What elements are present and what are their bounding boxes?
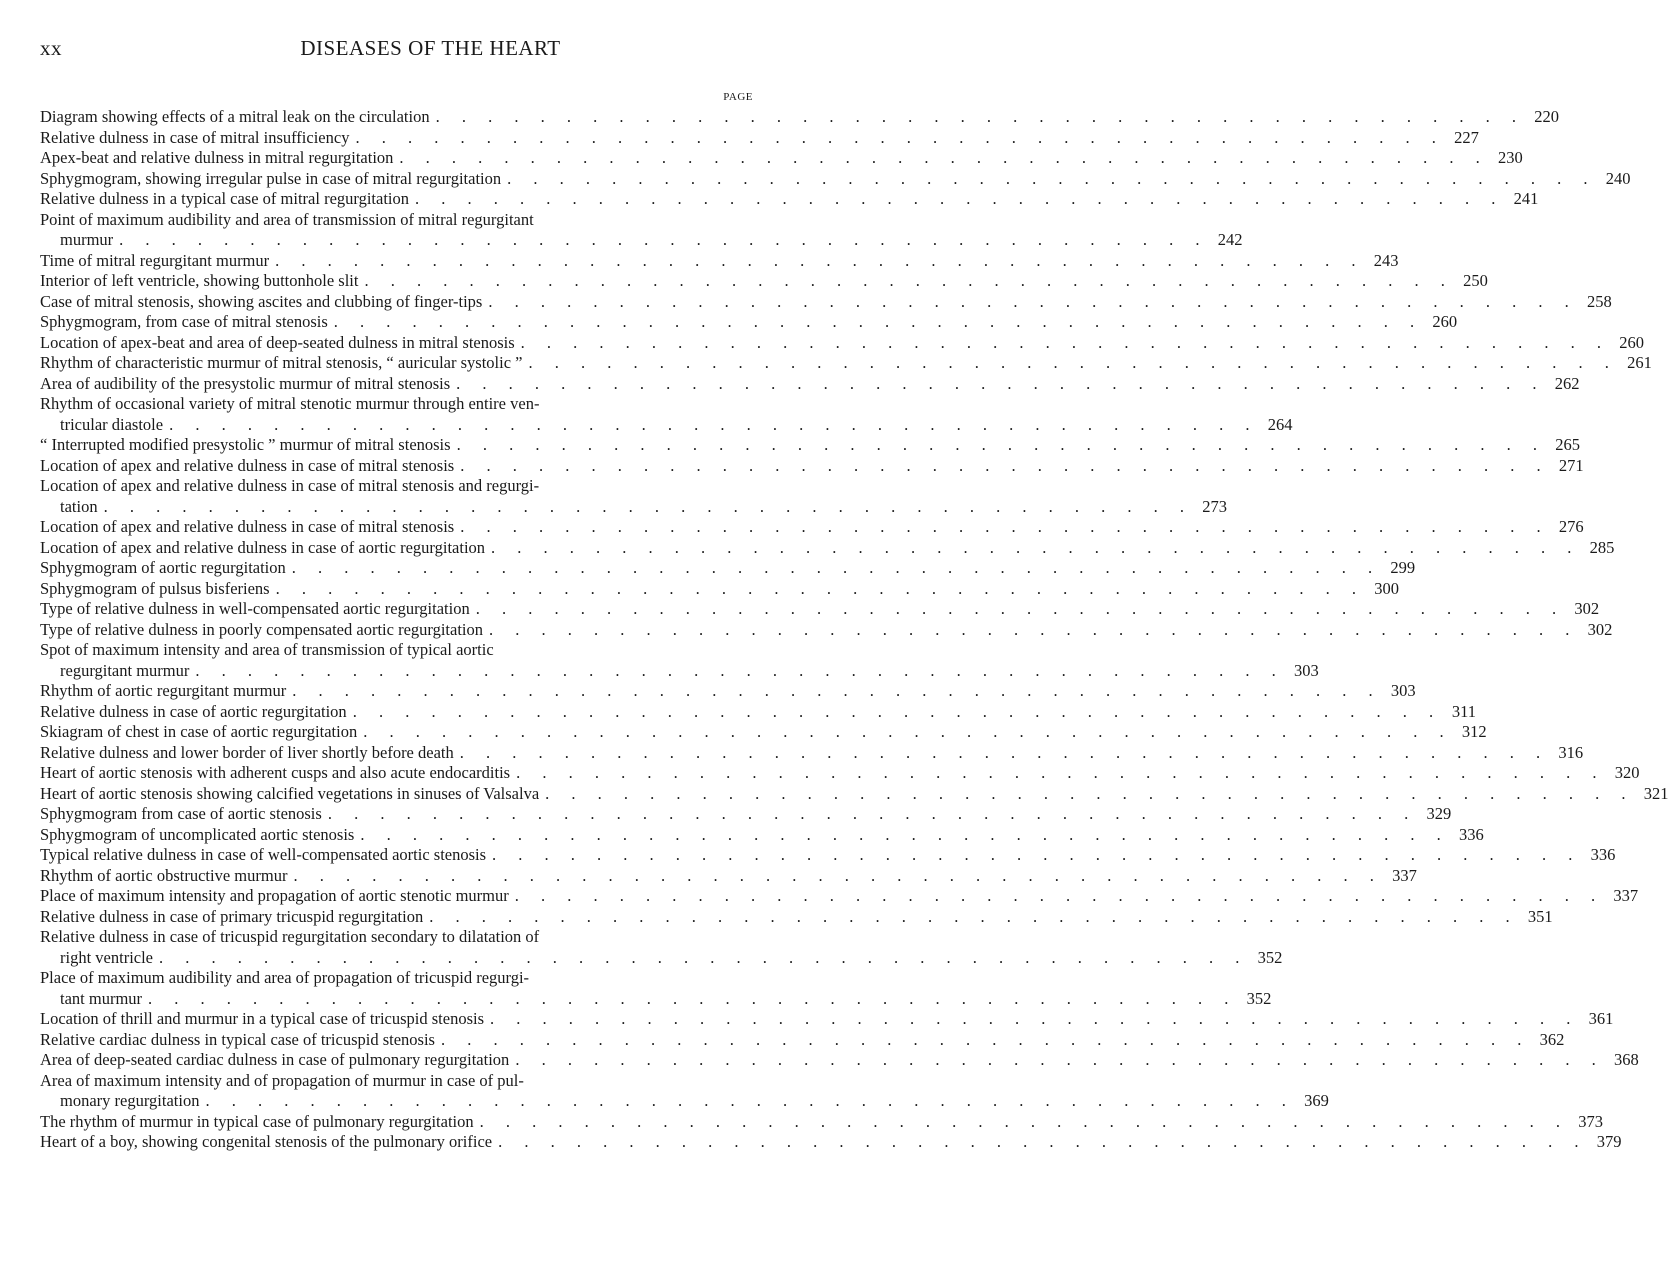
list-item [40, 763, 1640, 784]
list-item [40, 701, 1477, 723]
list-item-continuation [40, 230, 1243, 251]
dot-leader: . . . . . . . . . . . . . . . . . . . . . . . . . . . . . . . . . . . . . . . . . . [415, 189, 1505, 208]
list-item [40, 906, 1553, 928]
dot-leader: . . . . . . . . . . . . . . . . . . . . . . . . . . . . . . . . . . . . . . . . . . [456, 373, 1546, 393]
list-item [40, 148, 1523, 169]
list-item [40, 107, 1559, 128]
dot-leader: . . . . . . . . . . . . . . . . . . . . . . . . . . . . . . . . . . . . . . . . . . [275, 250, 1365, 270]
entry-title: The rhythm of murmur in typical case of pulmonary regurgitation [40, 1111, 474, 1131]
dot-leader: . . . . . . . . . . . . . . . . . . . . . . . . . . . . . . . . . . . . . . . . . . [103, 496, 1193, 516]
page-number: 320 [1614, 763, 1640, 782]
entry-title: Relative dulness in a typical case of mitral regurgitation [40, 189, 410, 208]
entry-title: Time of mitral regurgitant murmur [40, 250, 270, 270]
list-item [40, 927, 752, 948]
list-item [40, 783, 1669, 805]
page-number: 316 [1558, 742, 1584, 762]
dot-leader: . . . . . . . . . . . . . . . . . . . . . . . . . . . . . . . . . . . . . . . . . . [491, 537, 1581, 557]
entry-title: Location of apex and relative dulness in case of mitral stenosis [40, 517, 455, 536]
entry-title: Point of maximum audibility and area of transmission of mitral regurgitant [40, 209, 534, 229]
page-column-label: PAGE [723, 91, 753, 103]
entry-title: tation [60, 496, 98, 516]
list-item-continuation [40, 496, 1227, 518]
page-number: 276 [1558, 517, 1584, 536]
list-item [40, 476, 752, 497]
list-item [40, 1132, 1622, 1153]
page-number: 242 [1217, 230, 1243, 249]
entry-title: Rhythm of aortic obstructive murmur [40, 865, 288, 885]
page-number: 261 [1627, 353, 1652, 372]
page-folio: xx [40, 36, 62, 60]
dot-leader: . . . . . . . . . . . . . . . . . . . . . . . . . . . . . . . . . . . . . . . . . . [195, 660, 1285, 680]
dot-leader: . . . . . . . . . . . . . . . . . . . . . . . . . . . . . . . . . . . . . . . . . . [352, 701, 1443, 721]
list-item-continuation [40, 988, 1272, 1010]
dot-leader: . . . . . . . . . . . . . . . . . . . . . . . . . . . . . . . . . . . . . . . . . . [479, 1111, 1569, 1131]
list-item [40, 435, 1580, 456]
page-number: 271 [1558, 455, 1584, 475]
dot-leader: . . . . . . . . . . . . . . . . . . . . . . . . . . . . . . . . . . . . . . . . . . [291, 558, 1382, 577]
list-item [40, 578, 1399, 600]
list-item [40, 968, 752, 989]
dot-leader: . . . . . . . . . . . . . . . . . . . . . . . . . . . . . . . . . . . . . . . . . . [355, 127, 1445, 147]
dot-leader: . . . . . . . . . . . . . . . . . . . . . . . . . . . . . . . . . . . . . . . . . . [363, 722, 1453, 741]
entry-title: Sphygmogram, from case of mitral stenosis [40, 312, 328, 331]
list-item [40, 1050, 1639, 1071]
entry-title: Heart of aortic stenosis with adherent cusps and also acute endocarditis [40, 763, 511, 782]
list-item [40, 1029, 1565, 1051]
dot-leader: . . . . . . . . . . . . . . . . . . . . . . . . . . . . . . . . . . . . . . . . . . [490, 1009, 1580, 1028]
entry-title: Location of apex-beat and area of deep-seated dulness in mitral stenosis [40, 332, 515, 352]
entry-title: Sphygmogram of pulsus bisferiens [40, 578, 270, 598]
entry-title: Relative dulness in case of primary tricuspid regurgitation [40, 906, 424, 926]
page-number: 352 [1246, 988, 1272, 1008]
page-number: 303 [1390, 681, 1416, 700]
list-item [40, 168, 1631, 190]
page-number: 262 [1554, 373, 1580, 393]
page-number: 241 [1513, 189, 1539, 208]
entry-title: tant murmur [60, 988, 143, 1008]
list-item [40, 312, 1458, 333]
page-number: 302 [1574, 599, 1600, 618]
page-number: 243 [1373, 250, 1399, 270]
page-number: 337 [1392, 865, 1417, 885]
dot-leader: . . . . . . . . . . . . . . . . . . . . . . . . . . . . . . . . . . . . . . . . . . [292, 681, 1382, 700]
page-number: 220 [1534, 107, 1559, 126]
entry-title: Sphygmogram of aortic regurgitation [40, 558, 286, 577]
dot-leader: . . . . . . . . . . . . . . . . . . . . . . . . . . . . . . . . . . . . . . . . . . [169, 414, 1259, 434]
page-number: 299 [1390, 558, 1416, 577]
dot-leader: . . . . . . . . . . . . . . . . . . . . . . . . . . . . . . . . . . . . . . . . . . [475, 599, 1566, 618]
entry-title: Rhythm of aortic regurgitant murmur [40, 681, 287, 700]
list-item [40, 537, 1615, 559]
entry-title: “ Interrupted modified presystolic ” murmur of mitral stenosis [40, 435, 451, 454]
dot-leader: . . . . . . . . . . . . . . . . . . . . . . . . . . . . . . . . . . . . . . . . . . [515, 1050, 1605, 1069]
dot-leader: . . . . . . . . . . . . . . . . . . . . . . . . . . . . . . . . . . . . . . . . . . [507, 168, 1597, 188]
dot-leader: . . . . . . . . . . . . . . . . . . . . . . . . . . . . . . . . . . . . . . . . . . [333, 312, 1424, 331]
entry-title: Sphygmogram from case of aortic stenosis [40, 804, 322, 823]
entry-title: monary regurgitation [60, 1091, 200, 1110]
page-number: 260 [1432, 312, 1458, 331]
list-item [40, 681, 1416, 702]
list-item [40, 394, 752, 415]
list-item [40, 722, 1487, 743]
list-item [40, 127, 1479, 149]
page-number: 379 [1596, 1132, 1622, 1151]
entry-title: Relative cardiac dulness in typical case of tricuspid stenosis [40, 1029, 435, 1049]
page-number: 336 [1458, 824, 1484, 844]
entry-title: right ventricle [60, 947, 154, 967]
dot-leader: . . . . . . . . . . . . . . . . . . . . . . . . . . . . . . . . . . . . . . . . . . [489, 619, 1579, 639]
list-item [40, 455, 1584, 477]
dot-leader: . . . . . . . . . . . . . . . . . . . . . . . . . . . . . . . . . . . . . . . . . . [429, 906, 1519, 926]
page-number: 303 [1294, 660, 1319, 680]
entry-title: Skiagram of chest in case of aortic regurgitation [40, 722, 358, 741]
list-item [40, 332, 1645, 354]
dot-leader: . . . . . . . . . . . . . . . . . . . . . . . . . . . . . . . . . . . . . . . . . . [498, 1132, 1588, 1151]
page-number: 265 [1555, 435, 1580, 454]
page-number: 302 [1587, 619, 1613, 639]
page-number: 321 [1643, 783, 1669, 803]
dot-leader: . . . . . . . . . . . . . . . . . . . . . . . . . . . . . . . . . . . . . . . . . . [119, 230, 1209, 249]
page-number: 369 [1304, 1091, 1329, 1110]
page-number: 230 [1498, 148, 1523, 167]
entry-title: tricular diastole [60, 414, 164, 434]
entry-title: Place of maximum audibility and area of propagation of tricuspid regurgi- [40, 968, 530, 987]
page-number: 311 [1451, 701, 1477, 721]
entry-title: Location of apex and relative dulness in case of mitral stenosis [40, 455, 455, 475]
list-item [40, 1071, 752, 1092]
list-item [40, 845, 1616, 866]
list-item [40, 210, 752, 231]
dot-leader: . . . . . . . . . . . . . . . . . . . . . . . . . . . . . . . . . . . . . . . . . . [488, 291, 1578, 311]
page-number: 361 [1588, 1009, 1614, 1028]
page-number: 258 [1586, 291, 1612, 311]
dot-leader: . . . . . . . . . . . . . . . . . . . . . . . . . . . . . . . . . . . . . . . . . . [360, 824, 1450, 844]
entry-title: Relative dulness in case of mitral insufficiency [40, 127, 350, 147]
page-number: 362 [1539, 1029, 1565, 1049]
illustration-list [40, 107, 1669, 1153]
page-number: 260 [1619, 332, 1645, 352]
entry-title: Relative dulness and lower border of liver shortly before death [40, 742, 454, 762]
dot-leader: . . . . . . . . . . . . . . . . . . . . . . . . . . . . . . . . . . . . . . . . . . [440, 1029, 1531, 1049]
page-number: 337 [1613, 886, 1639, 905]
running-head [40, 36, 751, 66]
dot-leader: . . . . . . . . . . . . . . . . . . . . . . . . . . . . . . . . . . . . . . . . . . [528, 353, 1618, 372]
list-item [40, 1111, 1603, 1133]
list-item [40, 742, 1584, 764]
dot-leader: . . . . . . . . . . . . . . . . . . . . . . . . . . . . . . . . . . . . . . . . . . [148, 988, 1238, 1008]
list-item [40, 886, 1639, 907]
entry-title: Type of relative dulness in well-compensated aortic regurgitation [40, 599, 470, 618]
entry-title: Area of deep-seated cardiac dulness in case of pulmonary regurgitation [40, 1050, 510, 1069]
page-number: 227 [1454, 127, 1479, 147]
dot-leader: . . . . . . . . . . . . . . . . . . . . . . . . . . . . . . . . . . . . . . . . . . [492, 845, 1582, 864]
page-number: 373 [1578, 1111, 1603, 1131]
book-title: DISEASES OF THE HEART [300, 36, 561, 60]
list-item [40, 271, 1488, 292]
dot-leader: . . . . . . . . . . . . . . . . . . . . . . . . . . . . . . . . . . . . . . . . . . [520, 332, 1611, 352]
list-item-continuation [40, 414, 1293, 436]
page-number: 300 [1374, 578, 1399, 598]
entry-title: Place of maximum intensity and propagation of aortic stenotic murmur [40, 886, 509, 905]
dot-leader: . . . . . . . . . . . . . . . . . . . . . . . . . . . . . . . . . . . . . . . . . . [456, 435, 1546, 454]
page-number: 336 [1590, 845, 1616, 864]
list-item [40, 291, 1612, 313]
entry-title: Location of apex and relative dulness in case of mitral stenosis and regurgi- [40, 476, 540, 495]
list-item [40, 1009, 1614, 1030]
entry-title: Heart of a boy, showing congenital stenosis of the pulmonary orifice [40, 1132, 493, 1151]
entry-title: Spot of maximum intensity and area of transmission of typical aortic [40, 640, 494, 659]
list-item [40, 824, 1484, 846]
list-item-continuation [40, 660, 1319, 682]
entry-title: Typical relative dulness in case of well-compensated aortic stenosis [40, 845, 487, 864]
entry-title: Location of thrill and murmur in a typical case of tricuspid stenosis [40, 1009, 485, 1028]
entry-title: Rhythm of characteristic murmur of mitral stenosis, “ auricular systolic ” [40, 353, 523, 372]
list-item [40, 517, 1584, 538]
entry-title: Area of audibility of the presystolic murmur of mitral stenosis [40, 373, 451, 393]
entry-title: Relative dulness in case of tricuspid regurgitation secondary to dilatation of [40, 927, 540, 946]
dot-leader: . . . . . . . . . . . . . . . . . . . . . . . . . . . . . . . . . . . . . . . . . . [159, 947, 1249, 967]
dot-leader: . . . . . . . . . . . . . . . . . . . . . . . . . . . . . . . . . . . . . . . . . . [460, 455, 1550, 475]
dot-leader: . . . . . . . . . . . . . . . . . . . . . . . . . . . . . . . . . . . . . . . . . . [435, 107, 1525, 126]
entry-title: Apex-beat and relative dulness in mitral regurgitation [40, 148, 394, 167]
list-item [40, 373, 1580, 395]
dot-leader: . . . . . . . . . . . . . . . . . . . . . . . . . . . . . . . . . . . . . . . . . . [459, 742, 1550, 762]
dot-leader: . . . . . . . . . . . . . . . . . . . . . . . . . . . . . . . . . . . . . . . . . . [545, 783, 1635, 803]
page-number: 273 [1202, 496, 1227, 516]
list-item-continuation [40, 947, 1283, 969]
list-item [40, 250, 1399, 272]
page-number: 250 [1463, 271, 1488, 290]
dot-leader: . . . . . . . . . . . . . . . . . . . . . . . . . . . . . . . . . . . . . . . . . . [327, 804, 1418, 823]
page-number: 368 [1613, 1050, 1639, 1069]
entry-title: regurgitant murmur [60, 660, 190, 680]
list-item [40, 599, 1600, 620]
page-number: 351 [1527, 906, 1553, 926]
entry-title: murmur [60, 230, 114, 249]
list-item [40, 558, 1416, 579]
list-item [40, 865, 1417, 887]
entry-title: Location of apex and relative dulness in case of aortic regurgitation [40, 537, 486, 557]
entry-title: Case of mitral stenosis, showing ascites and clubbing of finger-tips [40, 291, 483, 311]
page-number: 352 [1257, 947, 1283, 967]
entry-title: Area of maximum intensity and of propagation of murmur in case of pul- [40, 1070, 524, 1090]
entry-title: Relative dulness in case of aortic regurgitation [40, 701, 347, 721]
entry-title: Interior of left ventricle, showing buttonhole slit [40, 271, 359, 290]
dot-leader: . . . . . . . . . . . . . . . . . . . . . . . . . . . . . . . . . . . . . . . . . . [293, 865, 1383, 885]
list-item [40, 353, 1652, 374]
dot-leader: . . . . . . . . . . . . . . . . . . . . . . . . . . . . . . . . . . . . . . . . . . [399, 148, 1489, 167]
entry-title: Type of relative dulness in poorly compensated aortic regurgitation [40, 619, 483, 639]
page-number: 240 [1605, 168, 1631, 188]
page-number: 264 [1267, 414, 1293, 434]
list-item [40, 804, 1452, 825]
dot-leader: . . . . . . . . . . . . . . . . . . . . . . . . . . . . . . . . . . . . . . . . . . [514, 886, 1605, 905]
list-item [40, 619, 1613, 641]
entry-title: Diagram showing effects of a mitral leak on the circulation [40, 107, 430, 126]
dot-leader: . . . . . . . . . . . . . . . . . . . . . . . . . . . . . . . . . . . . . . . . . . [275, 578, 1365, 598]
dot-leader: . . . . . . . . . . . . . . . . . . . . . . . . . . . . . . . . . . . . . . . . . . [460, 517, 1550, 536]
entry-title: Rhythm of occasional variety of mitral stenotic murmur through entire ven- [40, 394, 540, 413]
page-number: 329 [1426, 804, 1452, 823]
dot-leader: . . . . . . . . . . . . . . . . . . . . . . . . . . . . . . . . . . . . . . . . . . [516, 763, 1606, 782]
page-number: 312 [1461, 722, 1487, 741]
entry-title: Sphygmogram of uncomplicated aortic stenosis [40, 824, 355, 844]
entry-title: Sphygmogram, showing irregular pulse in case of mitral regurgitation [40, 168, 502, 188]
dot-leader: . . . . . . . . . . . . . . . . . . . . . . . . . . . . . . . . . . . . . . . . . . [205, 1091, 1295, 1110]
list-item-continuation [40, 1091, 1329, 1112]
entry-title: Heart of aortic stenosis showing calcified vegetations in sinuses of Valsalva [40, 783, 540, 803]
page-number: 285 [1589, 537, 1615, 557]
dot-leader: . . . . . . . . . . . . . . . . . . . . . . . . . . . . . . . . . . . . . . . . . . [364, 271, 1454, 290]
list-item [40, 640, 752, 661]
list-item [40, 189, 1539, 210]
